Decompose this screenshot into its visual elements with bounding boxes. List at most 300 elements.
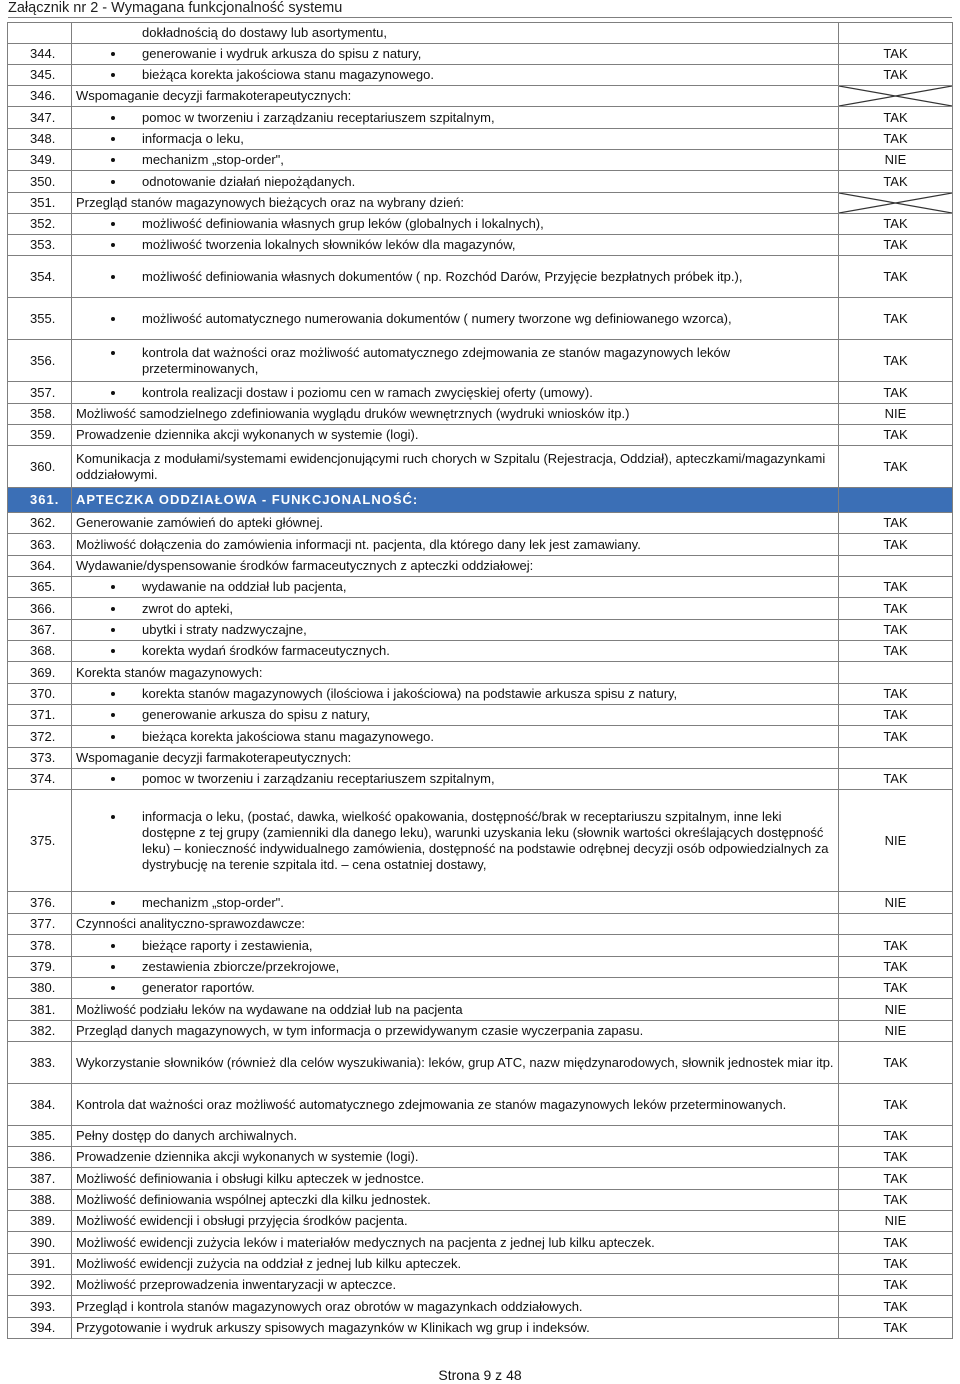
- bullet-text: korekta stanów magazynowych (ilościowa i jakościowa) na podstawie arkusza spisu z natury,: [142, 686, 678, 701]
- bullet-icon: [111, 735, 115, 739]
- requirement-status: TAK: [839, 534, 953, 556]
- row-number: 361.: [8, 488, 72, 513]
- requirement-text: [72, 748, 839, 769]
- table-row: [8, 1296, 953, 1318]
- row-number: 358.: [8, 404, 72, 425]
- table-row: [8, 577, 953, 598]
- table-row: [8, 1232, 953, 1254]
- row-number: 369.: [8, 662, 72, 684]
- table-row: [8, 1168, 953, 1190]
- requirement-label: Przegląd stanów magazynowych bieżących oraz na wybrany dzień:: [76, 195, 465, 210]
- table-row: [8, 404, 953, 425]
- requirement-status: [839, 748, 953, 769]
- row-number: 394.: [8, 1318, 72, 1339]
- bullet-icon: [111, 52, 115, 56]
- bullet-text: bieżąca korekta jakościowa stanu magazynowego.: [142, 728, 434, 744]
- requirement-text: [72, 1168, 839, 1190]
- requirement-label: Czynności analityczno-sprawozdawcze:: [76, 916, 306, 931]
- requirement-label: Możliwość ewidencji zużycia leków i materiałów medycznych na pacjenta z jednej lub kilku apteczek.: [76, 1234, 655, 1250]
- requirement-text: [72, 641, 839, 662]
- row-number: 392.: [8, 1275, 72, 1296]
- bullet-text: informacja o leku,: [142, 131, 244, 146]
- table-row: [8, 129, 953, 150]
- requirement-status: TAK: [839, 44, 953, 65]
- row-number: 344.: [8, 44, 72, 65]
- requirement-text: [72, 193, 839, 214]
- requirement-label: Wspomaganie decyzji farmakoterapeutycznych:: [76, 750, 352, 765]
- bullet-item: [76, 25, 838, 41]
- table-row: [8, 957, 953, 978]
- table-row: [8, 256, 953, 298]
- requirement-text: [72, 404, 839, 425]
- requirements-table: [7, 22, 953, 1339]
- table-row: [8, 298, 953, 340]
- requirement-status: [839, 662, 953, 684]
- row-number: 387.: [8, 1168, 72, 1190]
- requirement-text: [72, 726, 839, 748]
- requirement-status: TAK: [839, 171, 953, 193]
- requirement-status: NIE: [839, 999, 953, 1021]
- requirement-status: TAK: [839, 620, 953, 641]
- bullet-item: [76, 601, 838, 617]
- requirement-status: TAK: [839, 1318, 953, 1339]
- requirement-text: [72, 298, 839, 340]
- bullet-icon: [111, 116, 115, 120]
- table-row: [8, 790, 953, 892]
- requirement-status: TAK: [839, 1042, 953, 1084]
- document-header: [8, 0, 952, 18]
- requirement-text: [72, 256, 839, 298]
- row-number: 364.: [8, 556, 72, 577]
- bullet-icon: [111, 180, 115, 184]
- requirement-status: TAK: [839, 256, 953, 298]
- row-number: 345.: [8, 65, 72, 86]
- row-number: 359.: [8, 425, 72, 446]
- bullet-item: [76, 385, 838, 401]
- requirement-text: [72, 1042, 839, 1084]
- requirement-label: Korekta stanów magazynowych:: [76, 664, 263, 680]
- requirement-text: [72, 23, 839, 44]
- bullet-icon: [111, 944, 115, 948]
- row-number: 380.: [8, 978, 72, 999]
- row-number: 389.: [8, 1211, 72, 1232]
- bullet-text: informacja o leku, (postać, dawka, wielkość opakowania, dostępność/brak w receptariuszu szpitalnym, inne leki dostępne z tej grupy (zamienniki dla danego leku), warunki uzyskania leku (słownik wartości określających dostępność leku) – konieczność indywidualnego zamówienia, dostępność na podstawie odrębnej decyzji osób odpowiedzialnych za dystrybucję na terenie szpitala itd. – cena ostatniej dostawy,: [142, 808, 829, 872]
- bullet-icon: [111, 713, 115, 717]
- bullet-item: [76, 67, 838, 83]
- bullet-item: [76, 110, 838, 126]
- bullet-item: [76, 959, 838, 975]
- requirement-text: [72, 1084, 839, 1126]
- requirement-label: Wydawanie/dyspensowanie środków farmaceutycznych z apteczki oddziałowej:: [76, 558, 534, 573]
- bullet-text: pomoc w tworzeniu i zarządzaniu receptariuszem szpitalnym,: [142, 771, 495, 786]
- bullet-item: [76, 269, 838, 285]
- requirement-label: Możliwość dołączenia do zamówienia informacji nt. pacjenta, dla którego dany lek jest zamawiany.: [76, 536, 641, 552]
- bullet-icon: [111, 73, 115, 77]
- requirement-label: Generowanie zamówień do apteki głównej.: [76, 515, 324, 530]
- requirement-text: [72, 1318, 839, 1339]
- requirement-text: [72, 150, 839, 171]
- bullet-text: kontrola dat ważności oraz możliwość automatycznego zdejmowania ze stanów magazynowych leków przeterminowanych,: [142, 344, 731, 376]
- bullet-icon: [111, 692, 115, 696]
- row-number: 348.: [8, 129, 72, 150]
- table-row: [8, 705, 953, 726]
- table-row: [8, 171, 953, 193]
- bullet-icon: [111, 391, 115, 395]
- row-number: 346.: [8, 86, 72, 107]
- bullet-item: [76, 707, 838, 723]
- requirement-label: Możliwość ewidencji i obsługi przyjęcia środków pacjenta.: [76, 1213, 408, 1228]
- bullet-item: [76, 345, 838, 377]
- requirement-text: [72, 44, 839, 65]
- bullet-text: dokładnością do dostawy lub asortymentu,: [142, 25, 387, 40]
- bullet-icon: [111, 137, 115, 141]
- requirement-text: [72, 446, 839, 488]
- bullet-item: [76, 686, 838, 702]
- row-number: 363.: [8, 534, 72, 556]
- bullet-item: [76, 237, 838, 253]
- requirement-text: [72, 235, 839, 256]
- row-number: 393.: [8, 1296, 72, 1318]
- table-row: [8, 556, 953, 577]
- row-number: 368.: [8, 641, 72, 662]
- requirement-status: TAK: [839, 1296, 953, 1318]
- requirement-label: Możliwość definiowania wspólnej apteczki dla kilku jednostek.: [76, 1192, 431, 1207]
- requirement-status: TAK: [839, 577, 953, 598]
- bullet-text: wydawanie na oddział lub pacjenta,: [142, 579, 347, 594]
- row-number: 352.: [8, 214, 72, 235]
- table-row: [8, 1318, 953, 1339]
- requirement-text: [72, 1254, 839, 1275]
- requirement-label: Kontrola dat ważności oraz możliwość automatycznego zdejmowania ze stanów magazynowych leków przeterminowanych.: [76, 1096, 787, 1112]
- table-row: [8, 769, 953, 790]
- requirement-text: [72, 65, 839, 86]
- requirement-label: Możliwość podziału leków na wydawane na oddział lub na pacjenta: [76, 1001, 463, 1017]
- row-number: 371.: [8, 705, 72, 726]
- requirement-status: TAK: [839, 235, 953, 256]
- row-number: 372.: [8, 726, 72, 748]
- requirement-status: TAK: [839, 769, 953, 790]
- requirement-status: TAK: [839, 1168, 953, 1190]
- bullet-text: generowanie i wydruk arkusza do spisu z natury,: [142, 46, 422, 61]
- table-row: [8, 425, 953, 446]
- requirement-status: NIE: [839, 150, 953, 171]
- requirement-status: TAK: [839, 684, 953, 705]
- not-applicable-cross: [839, 193, 953, 214]
- requirement-status: NIE: [839, 404, 953, 425]
- requirement-text: [72, 790, 839, 892]
- table-row: [8, 534, 953, 556]
- page-number: Strona 9 z 48: [438, 1367, 522, 1383]
- requirement-label: Możliwość ewidencji zużycia na oddział z jednej lub kilku apteczek.: [76, 1256, 462, 1271]
- requirement-label: Możliwość przeprowadzenia inwentaryzacji w apteczce.: [76, 1277, 397, 1292]
- table-row: [8, 892, 953, 914]
- page-footer: [0, 1366, 960, 1384]
- table-row: [8, 44, 953, 65]
- requirement-status: TAK: [839, 1084, 953, 1126]
- requirement-status: TAK: [839, 705, 953, 726]
- bullet-icon: [111, 243, 115, 247]
- bullet-text: możliwość tworzenia lokalnych słowników leków dla magazynów,: [142, 237, 516, 252]
- table-row: [8, 107, 953, 129]
- table-row: [8, 620, 953, 641]
- requirement-text: [72, 705, 839, 726]
- requirement-text: [72, 556, 839, 577]
- row-number: 349.: [8, 150, 72, 171]
- requirement-status: TAK: [839, 1126, 953, 1147]
- table-row: [8, 1190, 953, 1211]
- cross-icon: [839, 193, 952, 213]
- requirement-text: [72, 1275, 839, 1296]
- requirement-label: Możliwość samodzielnego zdefiniowania wyglądu druków wewnętrznych (wydruki wniosków itp.): [76, 406, 630, 421]
- bullet-item: [76, 46, 838, 62]
- requirement-text: [72, 1232, 839, 1254]
- bullet-icon: [111, 317, 115, 321]
- bullet-item: [76, 131, 838, 147]
- requirement-text: [72, 935, 839, 957]
- table-row: [8, 340, 953, 382]
- row-number: 378.: [8, 935, 72, 957]
- requirement-status: TAK: [839, 513, 953, 534]
- bullet-text: mechanizm „stop-order".: [142, 894, 284, 910]
- bullet-item: [76, 174, 838, 190]
- requirement-status: TAK: [839, 1254, 953, 1275]
- requirement-label: Prowadzenie dziennika akcji wykonanych w systemie (logi).: [76, 427, 419, 442]
- requirement-text: [72, 382, 839, 404]
- requirement-text: [72, 1296, 839, 1318]
- requirement-text: [72, 1126, 839, 1147]
- table-row: [8, 65, 953, 86]
- bullet-text: ubytki i straty nadzwyczajne,: [142, 622, 307, 637]
- requirement-status: TAK: [839, 957, 953, 978]
- bullet-item: [76, 579, 838, 595]
- row-number: 388.: [8, 1190, 72, 1211]
- requirement-label: Możliwość definiowania i obsługi kilku apteczek w jednostce.: [76, 1170, 425, 1186]
- requirement-text: [72, 1211, 839, 1232]
- table-row: [8, 748, 953, 769]
- table-row: [8, 1021, 953, 1042]
- row-number: 355.: [8, 298, 72, 340]
- bullet-item: [76, 809, 838, 873]
- table-row: [8, 1084, 953, 1126]
- requirement-text: [72, 1147, 839, 1168]
- table-row: [8, 1147, 953, 1168]
- requirement-label: Komunikacja z modułami/systemami ewidencjonującymi ruch chorych w Szpitalu (Rejestracja, Oddział), apteczkami/magazynkami oddziałowymi.: [76, 450, 826, 482]
- requirement-text: [72, 513, 839, 534]
- requirement-status: TAK: [839, 641, 953, 662]
- row-number: 383.: [8, 1042, 72, 1084]
- requirement-text: [72, 620, 839, 641]
- requirement-status: TAK: [839, 298, 953, 340]
- bullet-icon: [111, 649, 115, 653]
- row-number: 356.: [8, 340, 72, 382]
- bullet-text: bieżące raporty i zestawienia,: [142, 937, 313, 953]
- table-row: [8, 684, 953, 705]
- table-row: [8, 235, 953, 256]
- requirement-status: TAK: [839, 1232, 953, 1254]
- requirement-text: [72, 1021, 839, 1042]
- table-row: [8, 999, 953, 1021]
- bullet-icon: [111, 965, 115, 969]
- row-number: 370.: [8, 684, 72, 705]
- row-number: 391.: [8, 1254, 72, 1275]
- requirement-status: [839, 23, 953, 44]
- requirement-label: Prowadzenie dziennika akcji wykonanych w systemie (logi).: [76, 1149, 419, 1164]
- bullet-icon: [111, 585, 115, 589]
- requirement-status: TAK: [839, 978, 953, 999]
- bullet-text: odnotowanie działań niepożądanych.: [142, 173, 356, 189]
- requirement-label: Przygotowanie i wydruk arkuszy spisowych magazynków w Klinikach wg grup i indeksów.: [76, 1320, 590, 1335]
- row-number: 353.: [8, 235, 72, 256]
- requirement-text: [72, 769, 839, 790]
- requirement-text: [72, 892, 839, 914]
- requirement-status: NIE: [839, 1021, 953, 1042]
- requirement-status: NIE: [839, 1211, 953, 1232]
- bullet-text: pomoc w tworzeniu i zarządzaniu receptariuszem szpitalnym,: [142, 109, 495, 125]
- bullet-icon: [111, 158, 115, 162]
- row-number: 354.: [8, 256, 72, 298]
- requirement-text: [72, 425, 839, 446]
- cross-icon: [839, 86, 952, 106]
- requirement-text: [72, 86, 839, 107]
- requirement-status: [839, 556, 953, 577]
- requirement-text: [72, 957, 839, 978]
- requirement-status: TAK: [839, 935, 953, 957]
- bullet-text: mechanizm „stop-order",: [142, 152, 284, 167]
- requirement-status: TAK: [839, 129, 953, 150]
- requirement-status: [839, 914, 953, 935]
- requirement-text: [72, 107, 839, 129]
- bullet-text: możliwość definiowania własnych dokumentów ( np. Rozchód Darów, Przyjęcie bezpłatnych próbek itp.),: [142, 268, 743, 284]
- row-number: 366.: [8, 598, 72, 620]
- row-number: 390.: [8, 1232, 72, 1254]
- requirement-text: [72, 171, 839, 193]
- table-row: [8, 1254, 953, 1275]
- row-number: 351.: [8, 193, 72, 214]
- bullet-icon: [111, 607, 115, 611]
- requirement-status: TAK: [839, 65, 953, 86]
- requirement-status: TAK: [839, 214, 953, 235]
- bullet-icon: [111, 628, 115, 632]
- bullet-text: możliwość automatycznego numerowania dokumentów ( numery tworzone wg definiowanego wzorca),: [142, 310, 732, 326]
- requirement-status: TAK: [839, 1147, 953, 1168]
- row-number: 375.: [8, 790, 72, 892]
- requirement-status: TAK: [839, 726, 953, 748]
- requirement-text: [72, 684, 839, 705]
- bullet-item: [76, 980, 838, 996]
- row-number: 357.: [8, 382, 72, 404]
- bullet-item: [76, 771, 838, 787]
- requirement-status: [839, 488, 953, 513]
- document-title: Załącznik nr 2 - Wymagana funkcjonalność systemu: [8, 0, 343, 16]
- table-row: [8, 598, 953, 620]
- row-number: 360.: [8, 446, 72, 488]
- requirement-status: TAK: [839, 598, 953, 620]
- table-row: [8, 23, 953, 44]
- table-row: [8, 1275, 953, 1296]
- requirement-text: [72, 340, 839, 382]
- bullet-item: [76, 311, 838, 327]
- row-number: 379.: [8, 957, 72, 978]
- requirement-text: [72, 978, 839, 999]
- requirement-text: [72, 577, 839, 598]
- bullet-text: bieżąca korekta jakościowa stanu magazynowego.: [142, 67, 434, 82]
- requirement-label: Pełny dostęp do danych archiwalnych.: [76, 1128, 298, 1143]
- row-number: 376.: [8, 892, 72, 914]
- not-applicable-cross: [839, 86, 953, 107]
- bullet-item: [76, 938, 838, 954]
- table-row: [8, 193, 953, 214]
- bullet-text: zwrot do apteki,: [142, 600, 234, 616]
- bullet-text: możliwość definiowania własnych grup leków (globalnych i lokalnych),: [142, 216, 544, 231]
- section-header-row: [8, 488, 953, 513]
- bullet-item: [76, 729, 838, 745]
- row-number: 384.: [8, 1084, 72, 1126]
- requirement-text: [72, 999, 839, 1021]
- requirement-text: [72, 129, 839, 150]
- bullet-icon: [111, 815, 115, 819]
- table-row: [8, 86, 953, 107]
- bullet-icon: [111, 777, 115, 781]
- requirement-text: [72, 488, 839, 513]
- table-row: [8, 662, 953, 684]
- bullet-item: [76, 216, 838, 232]
- bullet-text: generator raportów.: [142, 980, 255, 995]
- row-number: 382.: [8, 1021, 72, 1042]
- requirement-text: [72, 598, 839, 620]
- table-row: [8, 1042, 953, 1084]
- requirement-status: TAK: [839, 382, 953, 404]
- requirement-status: TAK: [839, 446, 953, 488]
- requirement-status: NIE: [839, 790, 953, 892]
- row-number: 347.: [8, 107, 72, 129]
- bullet-text: generowanie arkusza do spisu z natury,: [142, 707, 371, 722]
- table-row: [8, 914, 953, 935]
- requirement-text: [72, 1190, 839, 1211]
- row-number: 373.: [8, 748, 72, 769]
- bullet-icon: [111, 901, 115, 905]
- requirement-status: TAK: [839, 340, 953, 382]
- bullet-item: [76, 643, 838, 659]
- table-row: [8, 150, 953, 171]
- table-row: [8, 446, 953, 488]
- bullet-text: zestawienia zbiorcze/przekrojowe,: [142, 959, 340, 974]
- table-row: [8, 1126, 953, 1147]
- requirement-label: Wykorzystanie słowników (również dla celów wyszukiwania): leków, grup ATC, nazw międzynarodowych, słownik jednostek miar itp.: [76, 1054, 834, 1070]
- row-number: [8, 23, 72, 44]
- requirement-label: APTECZKA ODDZIAŁOWA - FUNKCJONALNOŚĆ:: [76, 492, 419, 507]
- requirement-status: TAK: [839, 1275, 953, 1296]
- requirement-text: [72, 214, 839, 235]
- row-number: 365.: [8, 577, 72, 598]
- bullet-item: [76, 895, 838, 911]
- bullet-icon: [111, 351, 115, 355]
- requirement-status: TAK: [839, 1190, 953, 1211]
- requirement-text: [72, 662, 839, 684]
- table-row: [8, 382, 953, 404]
- row-number: 381.: [8, 999, 72, 1021]
- requirement-status: TAK: [839, 425, 953, 446]
- bullet-icon: [111, 986, 115, 990]
- table-row: [8, 726, 953, 748]
- row-number: 386.: [8, 1147, 72, 1168]
- bullet-text: korekta wydań środków farmaceutycznych.: [142, 643, 390, 658]
- table-row: [8, 513, 953, 534]
- bullet-item: [76, 152, 838, 168]
- row-number: 362.: [8, 513, 72, 534]
- bullet-item: [76, 622, 838, 638]
- requirement-status: TAK: [839, 107, 953, 129]
- table-row: [8, 1211, 953, 1232]
